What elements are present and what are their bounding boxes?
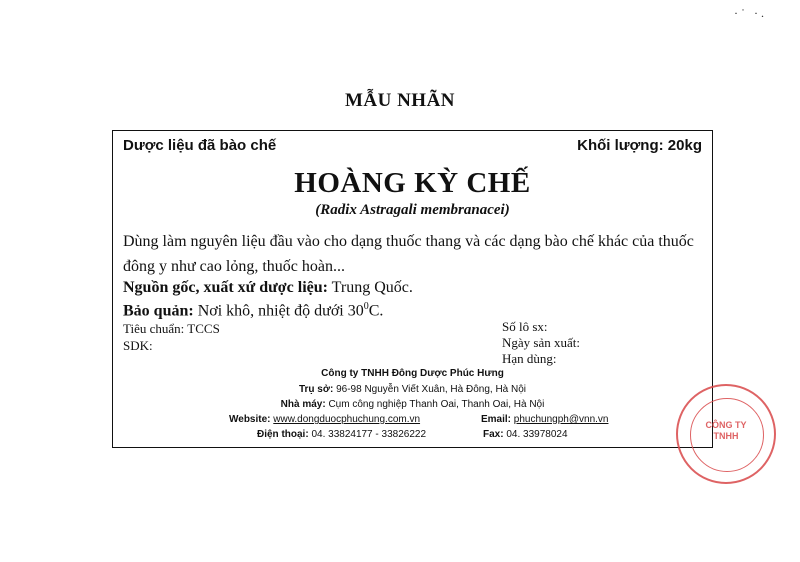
company-factory xyxy=(113,399,712,410)
storage-unit: C. xyxy=(368,302,384,320)
storage-superscript: 0 xyxy=(363,301,369,312)
latin-name: (Radix Astragali membranacei) xyxy=(315,202,510,218)
hq-label: Trụ sở: xyxy=(298,384,334,395)
seal-line-1: CÔNG TY xyxy=(705,420,747,430)
storage-label: Bảo quản: xyxy=(123,302,194,320)
expiry-text: Hạn dùng: xyxy=(502,351,557,366)
mfg-date-text: Ngày sản xuất: xyxy=(502,335,580,350)
origin-label: Nguồn gốc, xuất xứ dược liệu: xyxy=(123,279,328,296)
website-line xyxy=(229,414,420,425)
website-label: Website: xyxy=(229,414,274,425)
company-name: Công ty TNHH Đông Dược Phúc Hưng xyxy=(321,368,504,379)
fax-value: 04. 33978024 xyxy=(503,429,568,440)
phone-line xyxy=(257,429,426,440)
storage-value: Nơi khô, nhiệt độ dưới 30 xyxy=(193,302,364,320)
phone-label: Điện thoại: xyxy=(257,429,309,440)
email-line xyxy=(481,414,608,425)
scan-specks: ·˙ ·. xyxy=(734,6,767,20)
fax-label: Fax: xyxy=(483,429,504,440)
usage-text: Dùng làm nguyên liệu đầu vào cho dạng thuốc thang và các dạng bào chế khác của thuốc đông y như cao lỏng, thuốc hoàn... xyxy=(123,233,694,275)
company-seal-stamp xyxy=(676,384,776,484)
origin-line xyxy=(123,279,413,297)
batch-text: Số lô sx: xyxy=(502,319,548,334)
product-name: HOÀNG KỲ CHẾ xyxy=(294,167,531,199)
seal-text xyxy=(678,420,774,442)
product-label xyxy=(112,130,713,448)
sdk-text: SDK: xyxy=(123,338,153,353)
standard-text: Tiêu chuẩn: TCCS xyxy=(123,321,220,336)
hq-address: 96-98 Nguyễn Viết Xuân, Hà Đông, Hà Nội xyxy=(333,384,527,395)
page-title: MẪU NHÃN xyxy=(344,90,456,111)
fax-line xyxy=(483,429,568,440)
website-link[interactable]: www.dongduocphuchung.com.vn xyxy=(273,414,421,425)
factory-label: Nhà máy: xyxy=(280,399,326,410)
storage-line xyxy=(123,301,383,320)
email-label: Email: xyxy=(481,414,514,425)
company-hq xyxy=(113,384,712,395)
origin-value: Trung Quốc. xyxy=(327,279,413,296)
category-text: Dược liệu đã bào chế xyxy=(123,137,277,154)
email-link[interactable]: phuchungph@vnn.vn xyxy=(513,414,609,425)
phone-value: 04. 33824177 - 33826222 xyxy=(308,429,427,440)
factory-address: Cụm công nghiệp Thanh Oai, Thanh Oai, Hà Nội xyxy=(325,399,545,410)
weight-text: Khối lượng: 20kg xyxy=(577,137,702,154)
seal-line-2: TNHH xyxy=(713,431,739,441)
